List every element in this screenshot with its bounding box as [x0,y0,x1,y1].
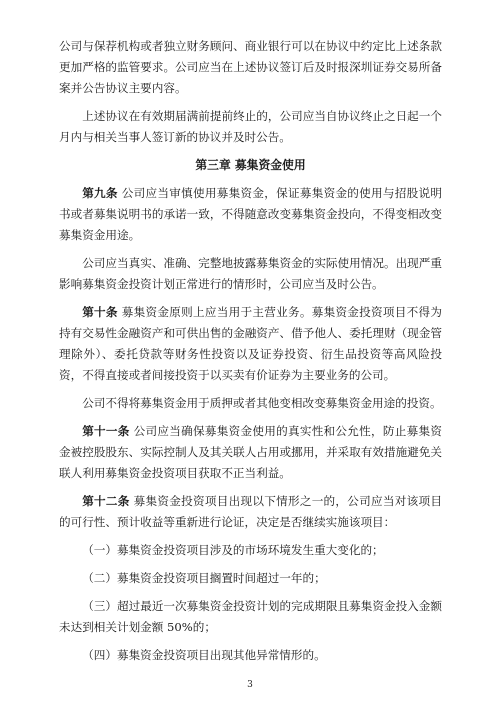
article-number: 第十条 [82,305,118,319]
article-text: 公司应当审慎使用募集资金，保证募集资金的使用与招股说明书或者募集说明书的承诺一致，不得随意改变募集资金投向，不得变相改变募集资金用途。 [59,186,442,242]
page-number: 3 [247,680,253,690]
article-text: 公司应当确保募集资金使用的真实性和公允性，防止募集资金被控股股东、实际控制人及其关联人占用或挪用，并采取有效措施避免关联人利用募集资金投资项目获取不正当利益。 [59,424,442,480]
list-item-3 [59,596,442,638]
article-12 [59,491,442,533]
article-number: 第十一条 [82,424,130,438]
article-9 [59,183,442,246]
article-text: 募集资金原则上应当用于主营业务。募集资金投资项目不得为持有交易性金融资产和可供出售的金融资产、借予他人、委托理财（现金管理除外）、委托贷款等财务性投资以及证券投资、衍生品投资等高风险投资，不得直接或者间接投资于以买卖有价证券为主要业务的公司。 [59,305,442,382]
list-item-4 [59,645,442,666]
list-item-text: （一）募集资金投资项目涉及的市场环境发生重大变化的； [82,543,384,557]
list-item-2 [59,568,442,589]
article-number: 第九条 [82,186,118,200]
article-11 [59,421,442,484]
list-item-text: （二）募集资金投资项目搁置时间超过一年的； [82,571,326,585]
paragraph-text: 上述协议在有效期届满前提前终止的，公司应当自协议终止之日起一个月内与相关当事人签订新的协议并及时公告。 [59,109,442,144]
paragraph-agreement-requirements [59,36,442,99]
list-item-1 [59,540,442,561]
article-10 [59,302,442,386]
paragraph-text: 公司与保荐机构或者独立财务顾问、商业银行可以在协议中约定比上述条款更加严格的监管要求。公司应当在上述协议签订后及时报深圳证券交易所备案并公告协议主要内容。 [59,39,442,95]
paragraph-text: 公司应当真实、准确、完整地披露募集资金的实际使用情况。出现严重影响募集资金投资计划正常进行的情形时，公司应当及时公告。 [59,256,442,291]
article-number: 第十二条 [82,494,130,508]
chapter-title: 第三章 募集资金使用 [195,158,306,172]
paragraph-pledge-prohibition [59,393,442,414]
list-item-text: （三）超过最近一次募集资金投资计划的完成期限且募集资金投入金额未达到相关计划金额 50%的； [59,599,442,634]
paragraph-disclosure [59,253,442,295]
paragraph-text: 公司不得将募集资金用于质押或者其他变相改变募集资金用途的投资。 [82,396,442,410]
article-text: 募集资金投资项目出现以下情形之一的，公司应当对该项目的可行性、预计收益等重新进行论证，决定是否继续实施该项目： [59,494,442,529]
list-item-text: （四）募集资金投资项目出现其他异常情形的。 [82,648,326,662]
paragraph-agreement-termination [59,106,442,148]
